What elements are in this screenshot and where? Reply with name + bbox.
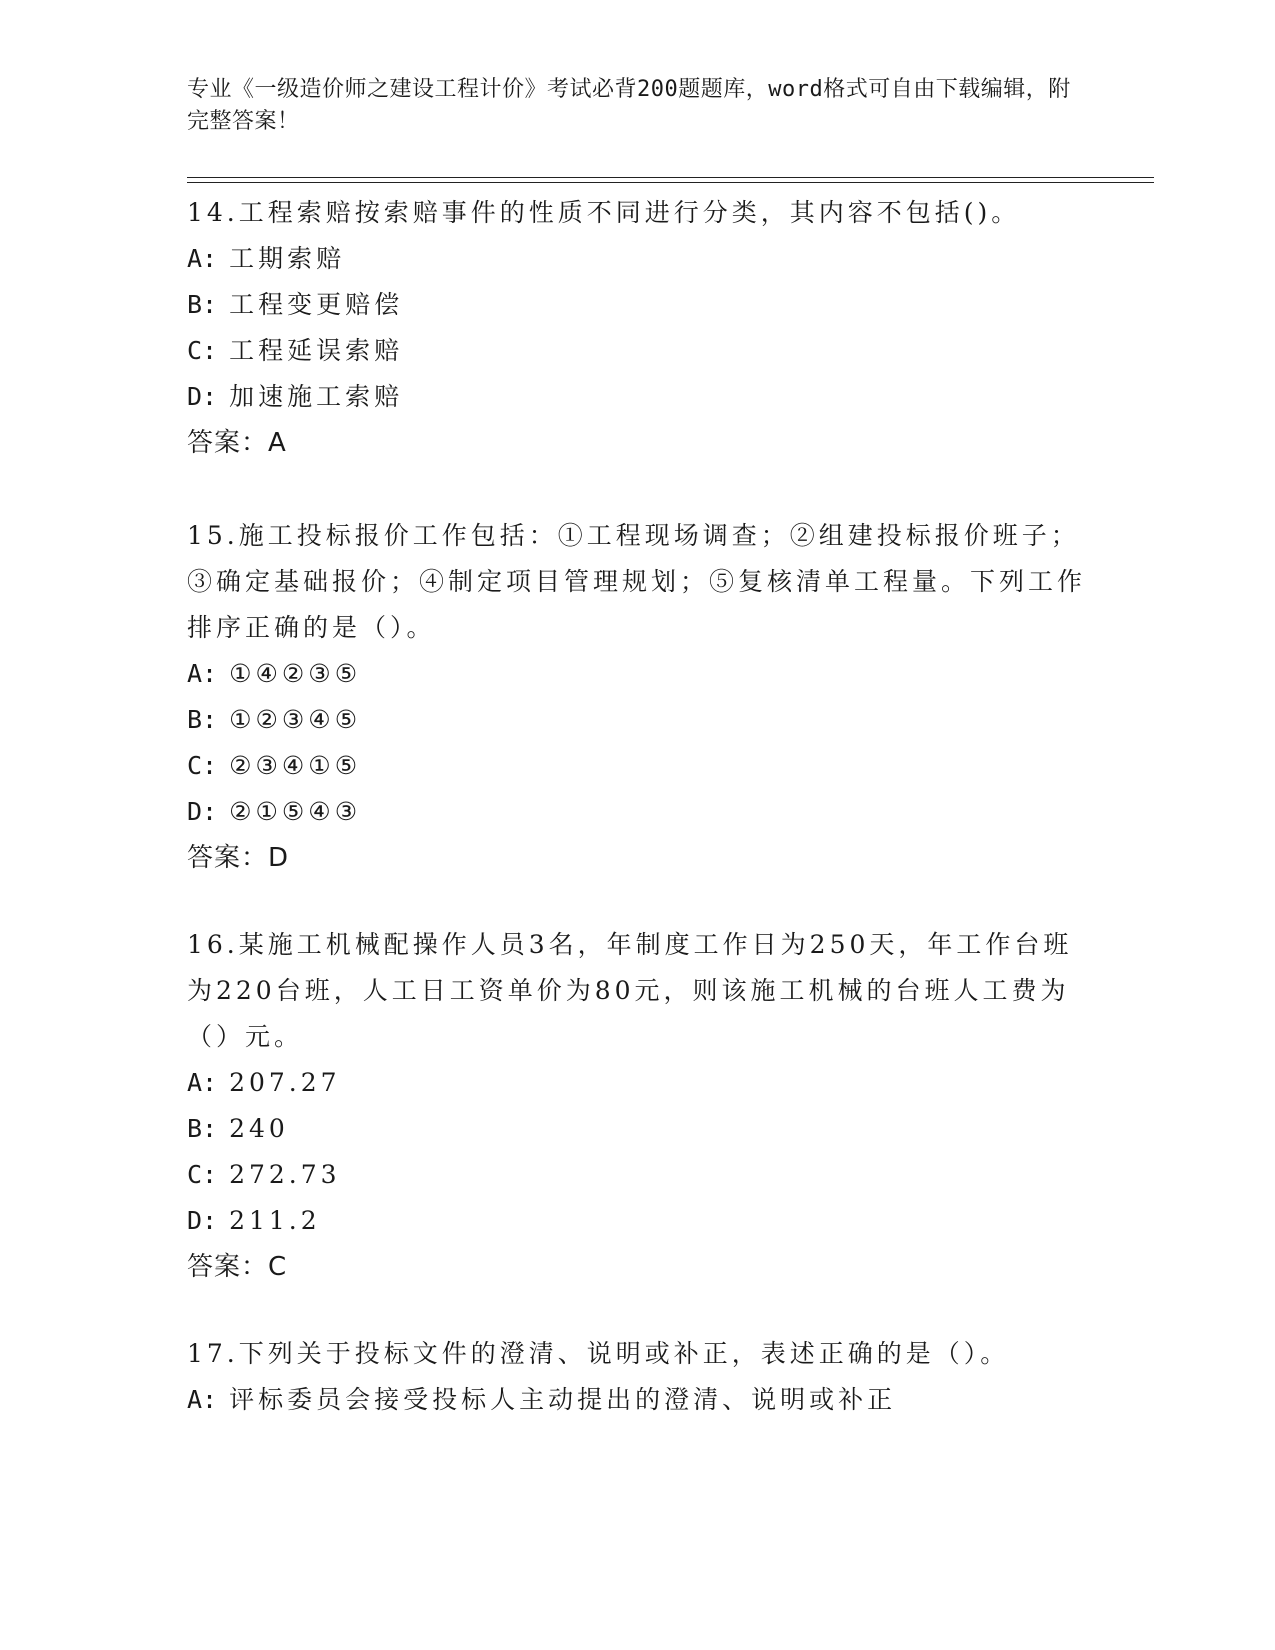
option-letter: D: <box>187 797 218 826</box>
answer-line: 答案：D <box>187 843 290 873</box>
option-letter: A: <box>187 1068 218 1097</box>
header-divider-top <box>187 177 1154 178</box>
document-header <box>187 74 1087 138</box>
option-text: 工期索赔 <box>229 244 346 273</box>
option-d <box>187 789 1087 835</box>
option-letter: C: <box>187 1160 218 1189</box>
option-text: 评标委员会接受投标人主动提出的澄清、说明或补正 <box>229 1385 897 1414</box>
option-letter: B: <box>187 1114 218 1143</box>
option-letter: A: <box>187 1385 218 1414</box>
option-text: ②①⑤④③ <box>229 797 362 826</box>
option-letter: A: <box>187 659 218 688</box>
option-text: ①④②③⑤ <box>229 659 362 688</box>
option-d <box>187 1198 1087 1244</box>
option-text: ①②③④⑤ <box>229 705 362 734</box>
option-text: 272.73 <box>229 1160 341 1189</box>
option-text: 工程变更赔偿 <box>229 290 404 319</box>
question-16 <box>187 922 1087 1290</box>
option-letter: D: <box>187 382 218 411</box>
option-a <box>187 236 1087 282</box>
question-stem: 14.工程索赔按索赔事件的性质不同进行分类，其内容不包括()。 <box>187 198 1021 227</box>
header-title: 专业《一级造价师之建设工程计价》考试必背200题题库，word格式可自由下载编辑，附完整答案！ <box>187 77 1071 134</box>
option-letter: A: <box>187 244 218 273</box>
question-15 <box>187 513 1087 881</box>
option-text: 211.2 <box>229 1206 321 1235</box>
answer-line: 答案：C <box>187 1252 288 1282</box>
option-letter: B: <box>187 705 218 734</box>
option-letter: D: <box>187 1206 218 1235</box>
option-c <box>187 328 1087 374</box>
option-letter: C: <box>187 336 218 365</box>
question-stem: 17.下列关于投标文件的澄清、说明或补正，表述正确的是（）。 <box>187 1339 1010 1368</box>
option-b <box>187 697 1087 743</box>
question-14 <box>187 190 1087 466</box>
option-a <box>187 1060 1087 1106</box>
option-text: 加速施工索赔 <box>229 382 404 411</box>
option-text: 工程延误索赔 <box>229 336 404 365</box>
option-a <box>187 651 1087 697</box>
option-text: 240 <box>229 1114 289 1143</box>
option-text: 207.27 <box>229 1068 341 1097</box>
option-b <box>187 282 1087 328</box>
option-letter: B: <box>187 290 218 319</box>
option-c <box>187 1152 1087 1198</box>
header-divider-bottom <box>187 182 1154 183</box>
question-stem: 16.某施工机械配操作人员3名，年制度工作日为250天，年工作台班为220台班，人工日工资单价为80元，则该施工机械的台班人工费为（）元。 <box>187 930 1073 1051</box>
option-text: ②③④①⑤ <box>229 751 362 780</box>
answer-line: 答案：A <box>187 428 287 458</box>
option-a <box>187 1377 1087 1423</box>
option-b <box>187 1106 1087 1152</box>
option-d <box>187 374 1087 420</box>
option-letter: C: <box>187 751 218 780</box>
option-c <box>187 743 1087 789</box>
question-17 <box>187 1331 1087 1423</box>
question-stem: 15.施工投标报价工作包括：①工程现场调查；②组建投标报价班子；③确定基础报价；④制定项目管理规划；⑤复核清单工程量。下列工作排序正确的是（）。 <box>187 521 1087 642</box>
